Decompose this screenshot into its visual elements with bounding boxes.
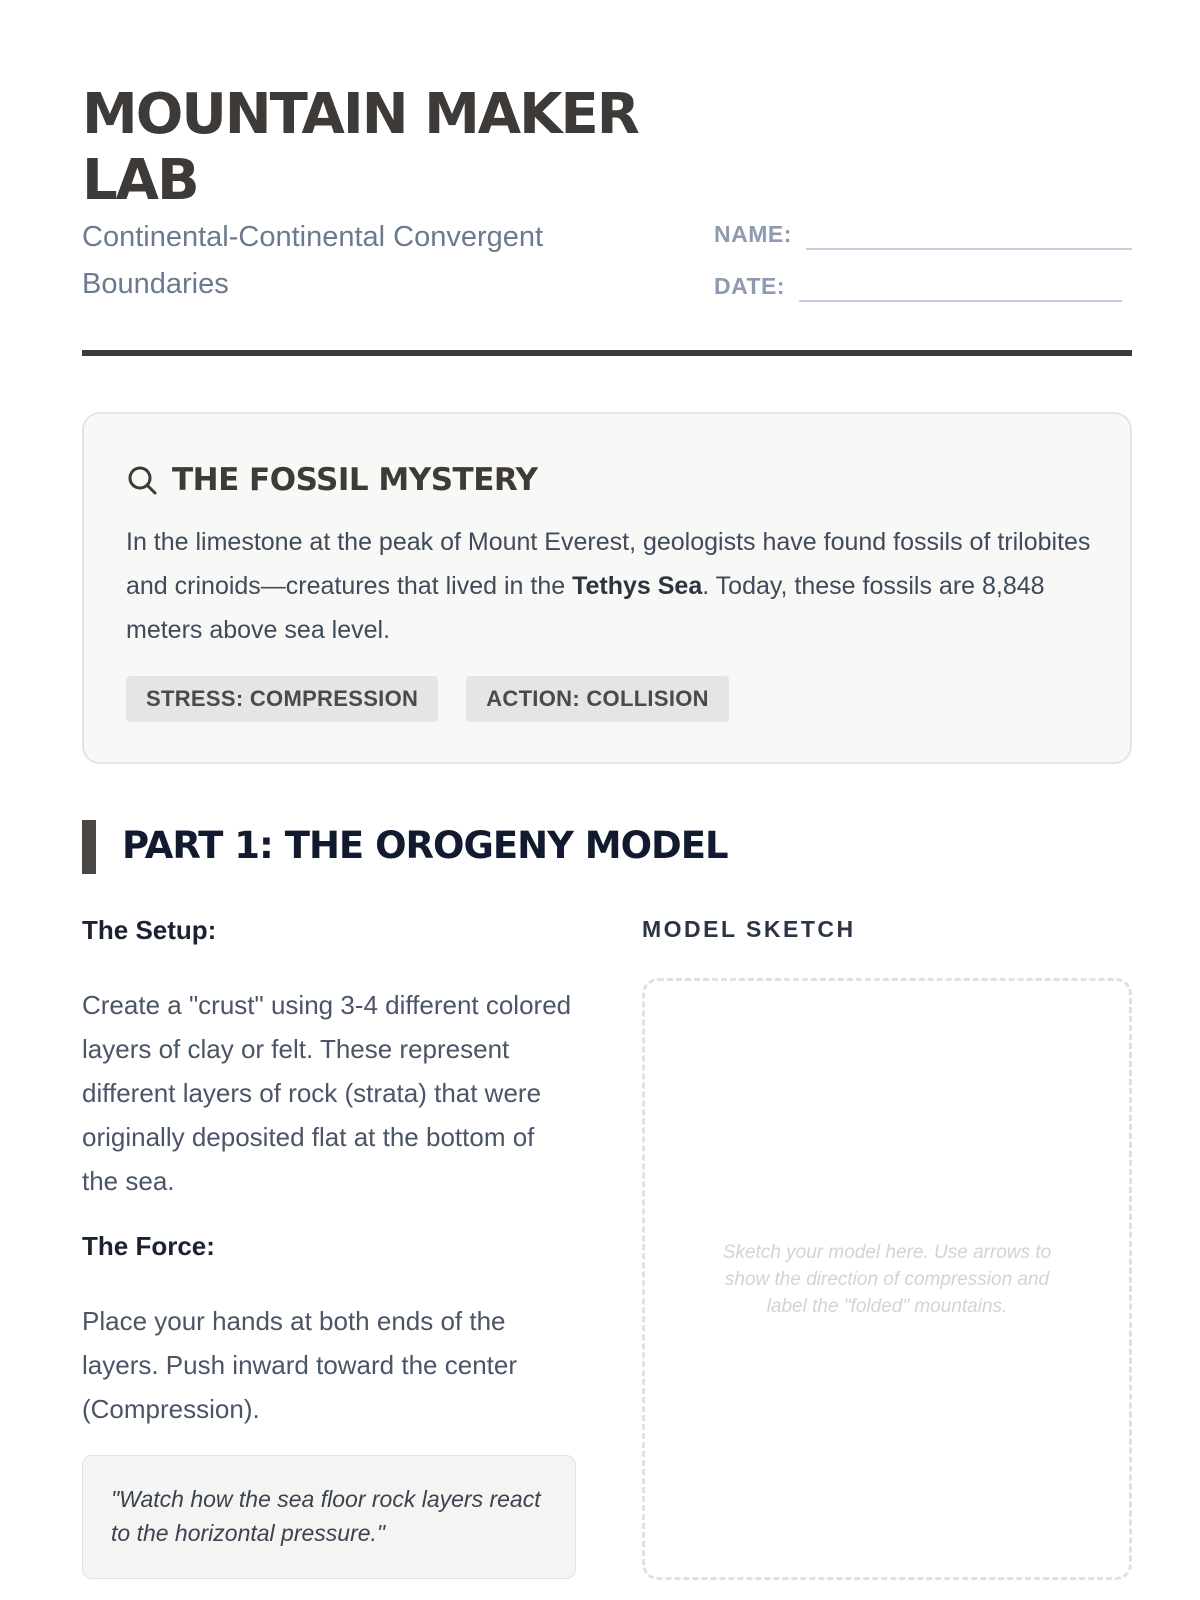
tag-list <box>126 676 729 722</box>
name-field[interactable] <box>714 218 1132 252</box>
card-body-text <box>126 520 1096 652</box>
setup-text: Create a "crust" using 3-4 different colored layers of clay or felt. These represent different layers of rock (strata) that were originally deposited flat at the bottom of the sea. <box>82 990 572 1196</box>
section-title: PART 1: THE OROGENY MODEL <box>122 824 728 867</box>
quote-text: "Watch how the sea floor rock layers react to the horizontal pressure." <box>111 1486 541 1546</box>
card-title: THE FOSSIL MYSTERY <box>172 462 538 498</box>
body-text-start: In the limestone at the peak of Mount Everest, geologists have found fossils of trilobites and crinoids—creatures that lived in the <box>126 528 1091 600</box>
tag-stress: STRESS: COMPRESSION <box>126 676 438 722</box>
setup-heading: The Setup: <box>82 915 217 945</box>
name-label: NAME: <box>714 221 792 247</box>
name-input-line[interactable] <box>806 248 1132 250</box>
card-header <box>126 458 538 502</box>
page-subtitle: Continental-Continental Convergent Boundaries <box>82 221 544 300</box>
header-divider <box>82 350 1132 356</box>
fossil-mystery-card <box>82 412 1132 764</box>
date-field[interactable] <box>714 270 1122 304</box>
force-heading: The Force: <box>82 1231 215 1261</box>
sketch-hint: Sketch your model here. Use arrows to show the direction of compression and label the "folded" mountains. <box>722 1241 1052 1317</box>
body-text-end: . Today, these fossils are 8,848 meters above sea level. <box>126 572 1045 644</box>
page-title: MOUNTAIN MAKER LAB <box>82 82 638 213</box>
sketch-area[interactable] <box>642 978 1132 1580</box>
section-accent-bar <box>82 820 96 874</box>
date-input-line[interactable] <box>799 300 1122 302</box>
tag-action: ACTION: COLLISION <box>466 676 729 722</box>
sketch-label: MODEL SKETCH <box>642 916 856 942</box>
magnifying-glass-icon <box>126 464 158 496</box>
body-text-bold: Tethys Sea <box>572 572 703 600</box>
date-label: DATE: <box>714 273 786 299</box>
force-text: Place your hands at both ends of the layers. Push inward toward the center (Compression). <box>82 1306 517 1424</box>
quote-box <box>82 1455 576 1579</box>
worksheet-page <box>82 0 1132 1600</box>
